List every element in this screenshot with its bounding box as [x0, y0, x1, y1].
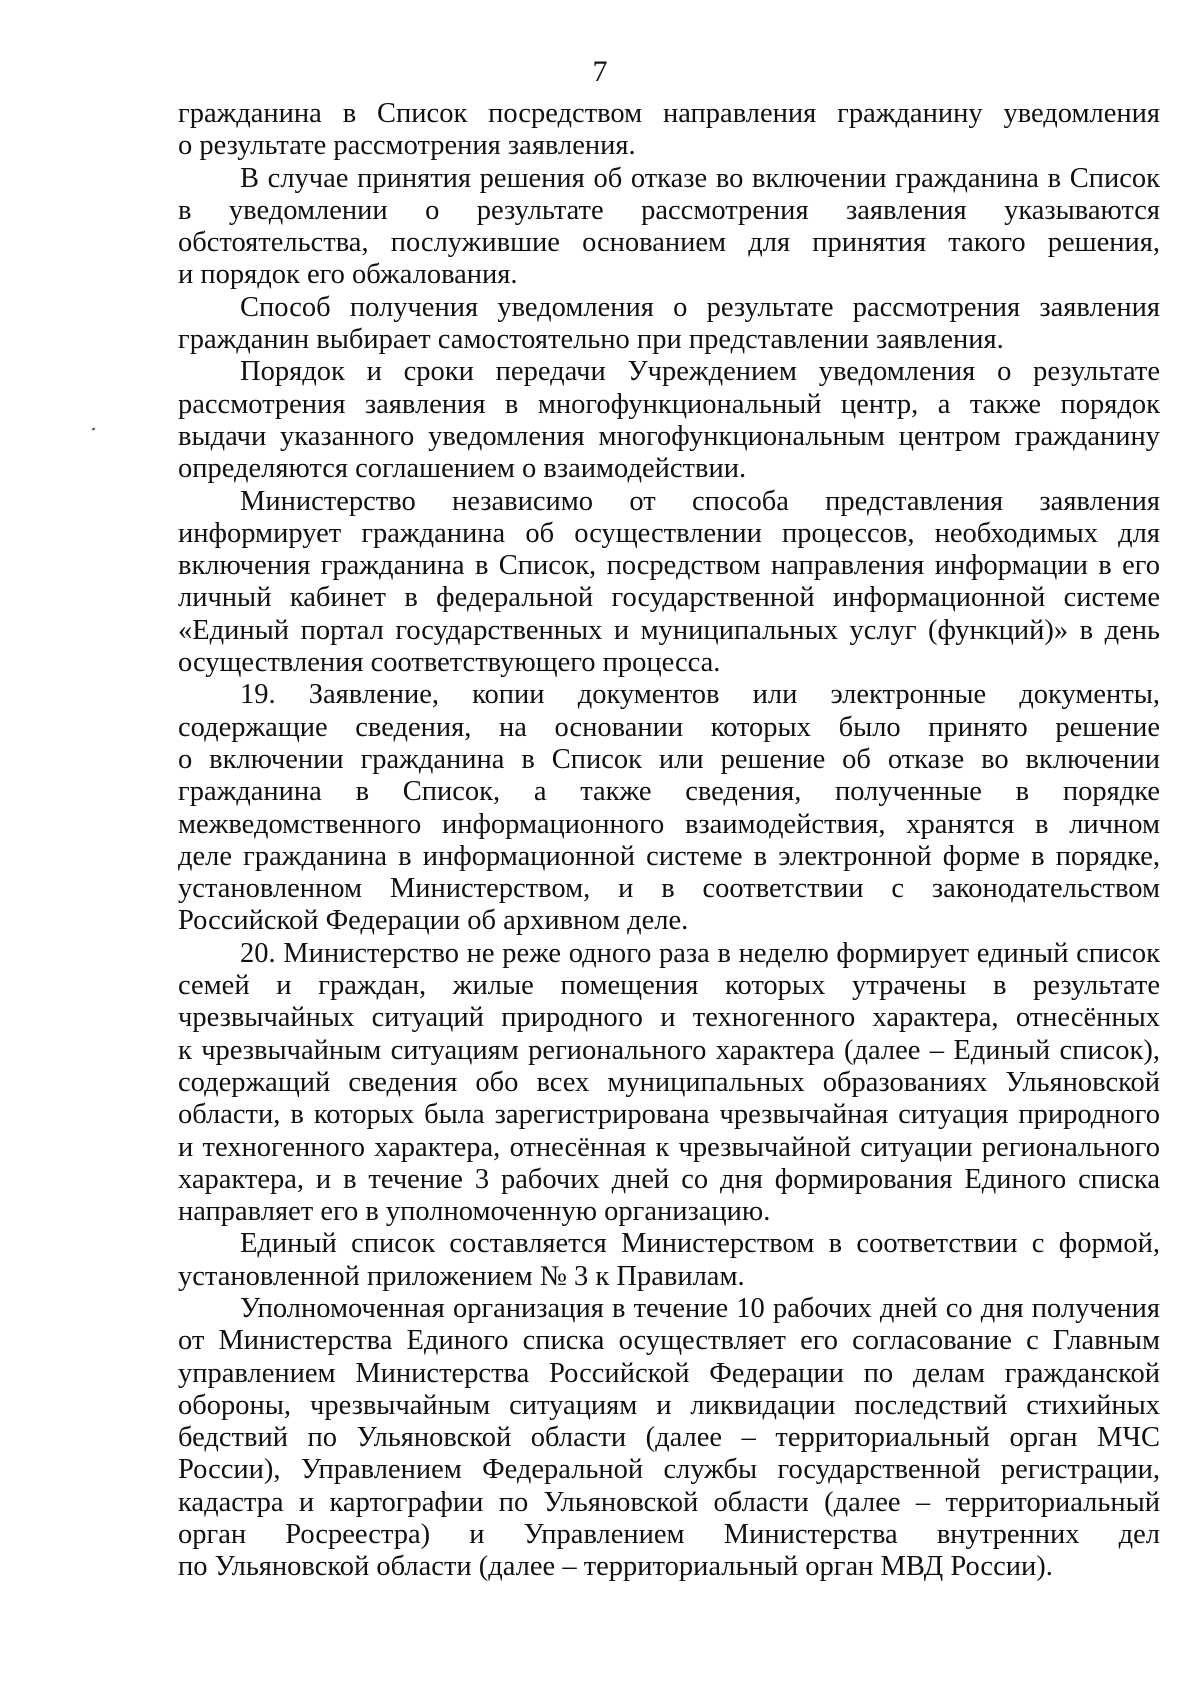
text-line: и техногенного характера, отнесённая к чрезвычайной ситуации регионального: [178, 1131, 1160, 1163]
text-line: рассмотрения заявления в многофункциональный центр, а также порядок: [178, 388, 1160, 420]
document-body: [178, 98, 1160, 1584]
text-line: семей и граждан, жилые помещения которых утрачены в результате: [178, 970, 1160, 1002]
text-line: осуществления соответствующего процесса.: [178, 647, 721, 679]
text-line: 20. Министерство не реже одного раза в неделю формирует единый список: [240, 937, 1160, 969]
paragraph-p1: [178, 98, 1160, 163]
text-line: Способ получения уведомления о результате рассмотрения заявления: [240, 291, 1160, 323]
paragraph-p9: [178, 1293, 1160, 1584]
text-line: 19. Заявление, копии документов или электронные документы,: [240, 679, 1160, 711]
text-line: от Министерства Единого списка осуществляет его согласование с Главным: [178, 1325, 1160, 1357]
paragraph-p7: [178, 938, 1160, 1229]
text-line: о результате рассмотрения заявления.: [178, 130, 636, 162]
text-line: содержащий сведения обо всех муниципальных образованиях Ульяновской: [178, 1066, 1160, 1098]
text-line: по Ульяновской области (далее – территориальный орган МВД России).: [178, 1551, 1053, 1583]
text-line: Российской Федерации об архивном деле.: [178, 905, 689, 937]
text-line: в уведомлении о результате рассмотрения заявления указываются: [178, 194, 1160, 226]
text-line: установленном Министерством, и в соответствии с законодательством: [178, 873, 1160, 905]
paragraph-p8: [178, 1228, 1160, 1293]
paragraph-p3: [178, 292, 1160, 357]
text-line: межведомственного информационного взаимодействия, хранятся в личном: [178, 808, 1160, 840]
paragraph-p5: [178, 486, 1160, 680]
text-line: обороны, чрезвычайным ситуациям и ликвидации последствий стихийных: [178, 1389, 1160, 1421]
paragraph-p4: [178, 356, 1160, 485]
page-number: 7: [592, 55, 608, 88]
text-line: гражданина в Список посредством направления гражданину уведомления: [178, 98, 1160, 129]
text-line: определяются соглашением о взаимодействии.: [178, 453, 747, 485]
text-line: информирует гражданина об осуществлении процессов, необходимых для: [178, 517, 1160, 549]
text-line: чрезвычайных ситуаций природного и техногенного характера, отнесённых: [178, 1002, 1160, 1034]
text-line: В случае принятия решения об отказе во включении гражданина в Список: [240, 162, 1160, 194]
text-line: и порядок его обжалования.: [178, 259, 518, 291]
text-line: России), Управлением Федеральной службы государственной регистрации,: [178, 1454, 1160, 1486]
paragraph-p2: [178, 163, 1160, 292]
text-line: управлением Министерства Российской Федерации по делам гражданской: [178, 1357, 1160, 1389]
scan-speck: [92, 427, 96, 430]
text-line: личный кабинет в федеральной государственной информационной системе: [178, 582, 1160, 614]
text-line: обстоятельства, послужившие основанием для принятия такого решения,: [178, 227, 1160, 259]
text-line: установленной приложением № 3 к Правилам.: [178, 1260, 745, 1292]
text-line: бедствий по Ульяновской области (далее – территориальный орган МЧС: [178, 1422, 1160, 1454]
text-line: Министерство независимо от способа представления заявления: [240, 485, 1160, 517]
text-line: о включении гражданина в Список или решение об отказе во включении: [178, 743, 1160, 775]
text-line: к чрезвычайным ситуациям регионального характера (далее – Единый список),: [178, 1034, 1160, 1066]
text-line: характера, и в течение 3 рабочих дней со дня формирования Единого списка: [178, 1163, 1160, 1195]
text-line: Уполномоченная организация в течение 10 рабочих дней со дня получения: [240, 1292, 1160, 1324]
text-line: кадастра и картографии по Ульяновской области (далее – территориальный: [178, 1486, 1160, 1518]
text-line: области, в которых была зарегистрирована чрезвычайная ситуация природного: [178, 1099, 1160, 1131]
text-line: орган Росреестра) и Управлением Министерства внутренних дел: [178, 1519, 1160, 1551]
paragraph-p6: [178, 679, 1160, 937]
text-line: гражданина в Список, а также сведения, полученные в порядке: [178, 776, 1160, 808]
text-line: гражданин выбирает самостоятельно при представлении заявления.: [178, 324, 1004, 356]
text-line: Порядок и сроки передачи Учреждением уведомления о результате: [240, 356, 1160, 388]
text-line: деле гражданина в информационной системе в электронной форме в порядке,: [178, 840, 1160, 872]
text-line: направляет его в уполномоченную организацию.: [178, 1196, 771, 1228]
text-line: Единый список составляется Министерством в соответствии с формой,: [240, 1228, 1160, 1260]
text-line: содержащие сведения, на основании которых было принято решение: [178, 711, 1160, 743]
text-line: включения гражданина в Список, посредством направления информации в его: [178, 550, 1160, 582]
text-line: «Единый портал государственных и муниципальных услуг (функций)» в день: [178, 614, 1160, 646]
text-line: выдачи указанного уведомления многофункциональным центром гражданину: [178, 420, 1160, 452]
